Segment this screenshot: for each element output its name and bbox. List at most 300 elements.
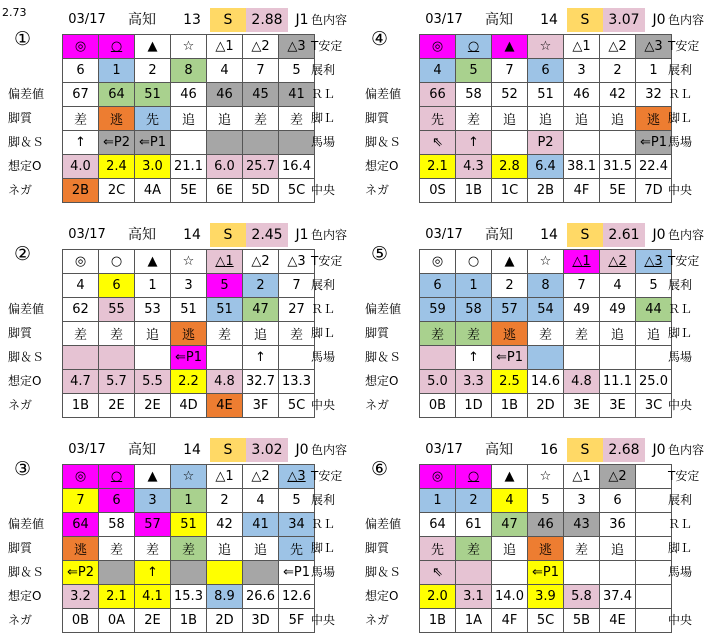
legs-cell bbox=[564, 131, 600, 155]
legs-cell bbox=[564, 561, 600, 585]
sa-cell: 59 bbox=[420, 298, 456, 322]
sa-cell: 61 bbox=[456, 513, 492, 537]
row-right-label: 馬場 bbox=[311, 135, 336, 149]
sa-cell: 58 bbox=[99, 513, 135, 537]
legs-cell bbox=[171, 131, 207, 155]
table-row bbox=[420, 489, 672, 513]
legs-cell bbox=[99, 561, 135, 585]
row-right-label: T安定 bbox=[668, 39, 700, 53]
nega-cell: 3D bbox=[243, 609, 279, 633]
leg-cell: 逃 bbox=[492, 322, 528, 346]
s-badge: S bbox=[210, 438, 246, 462]
leg-cell: 逃 bbox=[99, 107, 135, 131]
tenkai-cell: 6 bbox=[600, 489, 636, 513]
legs-cell: ⇐P2 bbox=[63, 561, 99, 585]
sa-cell: 44 bbox=[636, 298, 672, 322]
marks-cell: ◎ bbox=[63, 465, 99, 489]
row-right-label: 展利 bbox=[668, 63, 693, 77]
leg-cell: 差 bbox=[243, 107, 279, 131]
table-row bbox=[63, 346, 315, 370]
table-row bbox=[420, 322, 672, 346]
tenkai-cell: 5 bbox=[279, 489, 315, 513]
race-number: ⑤ bbox=[371, 243, 389, 265]
nega-cell: 5C bbox=[528, 609, 564, 633]
sa-cell: 36 bbox=[600, 513, 636, 537]
tenkai-cell: 7 bbox=[279, 274, 315, 298]
leg-cell bbox=[636, 537, 672, 561]
sa-cell: 32 bbox=[636, 83, 672, 107]
table-row bbox=[420, 155, 672, 179]
odds-cell: 2.1 bbox=[420, 155, 456, 179]
odds-cell: 2.2 bbox=[171, 370, 207, 394]
nega-cell: 1B bbox=[456, 179, 492, 203]
row-left-label: 偏差値 bbox=[8, 302, 45, 316]
leg-cell: 先 bbox=[420, 107, 456, 131]
legs-cell: ⇐P1 bbox=[492, 346, 528, 370]
leg-cell: 差 bbox=[99, 322, 135, 346]
sa-cell: 51 bbox=[207, 298, 243, 322]
leg-cell: 差 bbox=[564, 322, 600, 346]
table-row bbox=[420, 83, 672, 107]
leg-cell: 差 bbox=[456, 322, 492, 346]
row-left-label: 偏差値 bbox=[365, 87, 402, 101]
row-left-label: 脚＆Ｓ bbox=[365, 350, 402, 364]
legs-cell bbox=[564, 346, 600, 370]
nega-cell: 4F bbox=[492, 609, 528, 633]
marks-cell: △2 bbox=[600, 465, 636, 489]
leg-cell: 差 bbox=[420, 322, 456, 346]
legs-cell bbox=[279, 131, 315, 155]
marks-cell: ◎ bbox=[63, 250, 99, 274]
tenkai-cell: 2 bbox=[243, 274, 279, 298]
leg-cell: 追 bbox=[564, 107, 600, 131]
odds-cell: 3.3 bbox=[456, 370, 492, 394]
table-row bbox=[63, 179, 315, 203]
legs-cell: ⇐P1 bbox=[171, 346, 207, 370]
table-row bbox=[420, 131, 672, 155]
marks-cell bbox=[636, 465, 672, 489]
tenkai-cell: 3 bbox=[171, 274, 207, 298]
race-date: 03/17 bbox=[68, 227, 106, 242]
table-row bbox=[63, 561, 315, 585]
table-row bbox=[63, 83, 315, 107]
row-left-label: 偏差値 bbox=[365, 517, 402, 531]
leg-cell: 追 bbox=[243, 537, 279, 561]
legs-cell bbox=[207, 131, 243, 155]
row-left-label: 偏差値 bbox=[8, 517, 45, 531]
odds-cell bbox=[636, 585, 672, 609]
legs-cell bbox=[63, 346, 99, 370]
leg-cell: 追 bbox=[636, 322, 672, 346]
tenkai-cell: 1 bbox=[636, 59, 672, 83]
marks-cell: △3 bbox=[636, 35, 672, 59]
tenkai-cell: 5 bbox=[279, 59, 315, 83]
tenkai-cell: 7 bbox=[492, 59, 528, 83]
sa-cell: 27 bbox=[279, 298, 315, 322]
odds-cell: 2.5 bbox=[492, 370, 528, 394]
nega-cell: 2E bbox=[99, 394, 135, 418]
marks-cell: ○ bbox=[456, 465, 492, 489]
leg-cell: 追 bbox=[492, 537, 528, 561]
venue-name: 高知 bbox=[485, 442, 513, 458]
sa-cell: 62 bbox=[63, 298, 99, 322]
tenkai-cell: 6 bbox=[99, 489, 135, 513]
kind-label: 色内容 bbox=[668, 228, 705, 242]
nega-cell: 7D bbox=[636, 179, 672, 203]
row-left-label: 脚質 bbox=[8, 111, 33, 125]
kind-label: 色内容 bbox=[668, 443, 705, 457]
race-number: ② bbox=[14, 243, 32, 265]
odds-cell: 37.4 bbox=[600, 585, 636, 609]
leg-cell: 追 bbox=[528, 107, 564, 131]
nega-cell: 5D bbox=[243, 179, 279, 203]
leg-cell: 逃 bbox=[63, 537, 99, 561]
table-row bbox=[420, 585, 672, 609]
table-row bbox=[63, 513, 315, 537]
row-left-label: ネガ bbox=[365, 613, 390, 627]
marks-cell: △1 bbox=[564, 35, 600, 59]
race-table bbox=[419, 249, 672, 418]
nega-cell: 2E bbox=[135, 394, 171, 418]
leg-cell: 差 bbox=[63, 322, 99, 346]
tenkai-cell: 5 bbox=[456, 59, 492, 83]
race-number: ① bbox=[14, 28, 32, 50]
row-right-label: 馬場 bbox=[668, 565, 693, 579]
marks-cell: ▲ bbox=[135, 250, 171, 274]
leg-cell: 追 bbox=[135, 322, 171, 346]
sa-cell: 46 bbox=[207, 83, 243, 107]
runner-count: 16 bbox=[540, 442, 558, 458]
sa-cell: 49 bbox=[600, 298, 636, 322]
race-date: 03/17 bbox=[425, 442, 463, 457]
sa-cell: 64 bbox=[420, 513, 456, 537]
tenkai-cell: 7 bbox=[243, 59, 279, 83]
marks-cell: ☆ bbox=[528, 465, 564, 489]
race-number: ⑥ bbox=[371, 458, 389, 480]
leg-cell: 差 bbox=[564, 537, 600, 561]
row-right-label: T安定 bbox=[311, 469, 343, 483]
table-row bbox=[63, 298, 315, 322]
odds-cell: 6.0 bbox=[207, 155, 243, 179]
table-row bbox=[63, 394, 315, 418]
leg-cell: 追 bbox=[600, 107, 636, 131]
odds-cell: 31.5 bbox=[600, 155, 636, 179]
odds-cell: 21.1 bbox=[171, 155, 207, 179]
row-right-label: ＲＬ bbox=[311, 87, 336, 101]
table-row bbox=[420, 561, 672, 585]
legs-cell bbox=[636, 561, 672, 585]
row-left-label: 脚質 bbox=[365, 326, 390, 340]
legs-cell bbox=[243, 561, 279, 585]
odds-cell: 5.8 bbox=[564, 585, 600, 609]
kind-label: 色内容 bbox=[311, 228, 348, 242]
marks-cell: △1 bbox=[207, 35, 243, 59]
tenkai-cell: 4 bbox=[420, 59, 456, 83]
row-left-label: 脚＆Ｓ bbox=[8, 565, 45, 579]
tenkai-cell: 4 bbox=[63, 274, 99, 298]
j-label: J0 bbox=[652, 442, 666, 458]
race-table bbox=[419, 464, 672, 633]
nega-cell: 0A bbox=[99, 609, 135, 633]
nega-cell: 0B bbox=[63, 609, 99, 633]
row-left-label: 想定O bbox=[365, 159, 399, 173]
runner-count: 14 bbox=[540, 227, 558, 243]
row-left-label: 脚質 bbox=[8, 326, 33, 340]
leg-cell: 先 bbox=[420, 537, 456, 561]
row-right-label: 中央 bbox=[668, 183, 693, 197]
sa-cell: 47 bbox=[243, 298, 279, 322]
sa-cell: 51 bbox=[171, 513, 207, 537]
odds-cell: 15.3 bbox=[171, 585, 207, 609]
sa-cell: 51 bbox=[171, 298, 207, 322]
table-row bbox=[63, 489, 315, 513]
race-date: 03/17 bbox=[425, 227, 463, 242]
sa-cell: 51 bbox=[528, 83, 564, 107]
row-right-label: 脚Ｌ bbox=[311, 541, 336, 555]
leg-cell: 差 bbox=[171, 537, 207, 561]
tenkai-cell: 6 bbox=[528, 59, 564, 83]
leg-cell: 差 bbox=[279, 322, 315, 346]
odds-cell: 26.6 bbox=[243, 585, 279, 609]
leg-cell: 逃 bbox=[171, 322, 207, 346]
marks-cell: ◎ bbox=[420, 250, 456, 274]
tenkai-cell: 6 bbox=[63, 59, 99, 83]
marks-cell: ☆ bbox=[171, 35, 207, 59]
sa-cell: 54 bbox=[528, 298, 564, 322]
row-right-label: 脚Ｌ bbox=[311, 111, 336, 125]
tenkai-cell: 8 bbox=[171, 59, 207, 83]
tenkai-cell: 6 bbox=[420, 274, 456, 298]
nega-cell: 1B bbox=[171, 609, 207, 633]
table-row bbox=[63, 274, 315, 298]
row-left-label: 偏差値 bbox=[365, 302, 402, 316]
s-value: 2.68 bbox=[603, 438, 645, 462]
marks-cell: △1 bbox=[564, 465, 600, 489]
table-row bbox=[420, 537, 672, 561]
marks-cell: ▲ bbox=[135, 465, 171, 489]
race-block-3 bbox=[4, 219, 356, 419]
row-right-label: ＲＬ bbox=[668, 87, 693, 101]
tenkai-cell: 3 bbox=[135, 489, 171, 513]
nega-cell: 1B bbox=[420, 609, 456, 633]
nega-cell: 2D bbox=[528, 394, 564, 418]
sa-cell: 51 bbox=[135, 83, 171, 107]
odds-cell: 12.6 bbox=[279, 585, 315, 609]
leg-cell: 追 bbox=[207, 107, 243, 131]
table-row bbox=[420, 394, 672, 418]
row-right-label: 馬場 bbox=[668, 350, 693, 364]
leg-cell: 追 bbox=[171, 107, 207, 131]
row-right-label: 脚Ｌ bbox=[311, 326, 336, 340]
race-date: 03/17 bbox=[68, 12, 106, 27]
nega-cell: 1B bbox=[492, 394, 528, 418]
odds-cell: 2.0 bbox=[420, 585, 456, 609]
nega-cell: 4F bbox=[564, 179, 600, 203]
tenkai-cell: 1 bbox=[99, 59, 135, 83]
race-table bbox=[62, 464, 315, 633]
tenkai-cell: 3 bbox=[564, 489, 600, 513]
odds-cell: 4.8 bbox=[207, 370, 243, 394]
tenkai-cell: 2 bbox=[600, 59, 636, 83]
marks-cell: ▲ bbox=[492, 35, 528, 59]
row-right-label: T安定 bbox=[668, 254, 700, 268]
legs-cell bbox=[456, 561, 492, 585]
marks-cell: ☆ bbox=[171, 465, 207, 489]
kind-label: 色内容 bbox=[311, 13, 348, 27]
leg-cell: 逃 bbox=[636, 107, 672, 131]
row-left-label: 脚＆Ｓ bbox=[8, 135, 45, 149]
row-right-label: ＲＬ bbox=[311, 517, 336, 531]
odds-cell: 3.9 bbox=[528, 585, 564, 609]
marks-cell: △2 bbox=[600, 35, 636, 59]
marks-cell: △3 bbox=[636, 250, 672, 274]
tenkai-cell bbox=[636, 489, 672, 513]
tenkai-cell: 4 bbox=[492, 489, 528, 513]
row-left-label: ネガ bbox=[8, 613, 33, 627]
row-right-label: T安定 bbox=[311, 254, 343, 268]
marks-cell: ○ bbox=[99, 250, 135, 274]
sa-cell: 64 bbox=[63, 513, 99, 537]
row-right-label: 脚Ｌ bbox=[668, 326, 693, 340]
row-right-label: 脚Ｌ bbox=[668, 541, 693, 555]
sa-cell: 57 bbox=[492, 298, 528, 322]
legs-cell: ⇖ bbox=[420, 131, 456, 155]
tenkai-cell: 1 bbox=[456, 274, 492, 298]
tenkai-cell: 3 bbox=[564, 59, 600, 83]
nega-cell: 4A bbox=[135, 179, 171, 203]
legs-cell bbox=[207, 561, 243, 585]
odds-cell: 4.7 bbox=[63, 370, 99, 394]
legs-cell bbox=[528, 346, 564, 370]
s-value: 2.45 bbox=[246, 223, 288, 247]
odds-cell: 22.4 bbox=[636, 155, 672, 179]
s-badge: S bbox=[210, 8, 246, 32]
race-date: 03/17 bbox=[68, 442, 106, 457]
venue-name: 高知 bbox=[128, 12, 156, 28]
nega-cell: 4E bbox=[207, 394, 243, 418]
sa-cell: 45 bbox=[243, 83, 279, 107]
leg-cell: 追 bbox=[600, 537, 636, 561]
nega-cell: 0B bbox=[420, 394, 456, 418]
table-row bbox=[63, 250, 315, 274]
marks-cell: △2 bbox=[243, 250, 279, 274]
legs-cell bbox=[99, 346, 135, 370]
leg-cell: 差 bbox=[135, 537, 171, 561]
s-value: 3.07 bbox=[603, 8, 645, 32]
leg-cell: 差 bbox=[456, 107, 492, 131]
row-right-label: 中央 bbox=[668, 613, 693, 627]
tenkai-cell: 2 bbox=[207, 489, 243, 513]
leg-cell: 追 bbox=[243, 322, 279, 346]
nega-cell: 5C bbox=[279, 179, 315, 203]
legs-cell bbox=[492, 131, 528, 155]
table-row bbox=[420, 370, 672, 394]
legs-cell bbox=[207, 346, 243, 370]
table-row bbox=[420, 465, 672, 489]
marks-cell: ☆ bbox=[528, 250, 564, 274]
sa-cell: 46 bbox=[564, 83, 600, 107]
tenkai-cell: 1 bbox=[135, 274, 171, 298]
odds-cell: 32.7 bbox=[243, 370, 279, 394]
row-right-label: 中央 bbox=[311, 183, 336, 197]
row-right-label: 中央 bbox=[668, 398, 693, 412]
s-badge: S bbox=[567, 438, 603, 462]
table-row bbox=[63, 322, 315, 346]
odds-cell: 5.5 bbox=[135, 370, 171, 394]
runner-count: 14 bbox=[183, 442, 201, 458]
row-right-label: 展利 bbox=[668, 493, 693, 507]
marks-cell: △3 bbox=[279, 35, 315, 59]
race-block-4 bbox=[361, 219, 713, 419]
table-row bbox=[63, 59, 315, 83]
marks-cell: △1 bbox=[207, 250, 243, 274]
row-right-label: 馬場 bbox=[311, 350, 336, 364]
sa-cell: 47 bbox=[492, 513, 528, 537]
sa-cell: 58 bbox=[456, 83, 492, 107]
legs-cell: ⇖ bbox=[420, 561, 456, 585]
race-date: 03/17 bbox=[425, 12, 463, 27]
row-right-label: 展利 bbox=[311, 63, 336, 77]
row-right-label: 展利 bbox=[311, 278, 336, 292]
table-row bbox=[63, 107, 315, 131]
tenkai-cell: 7 bbox=[63, 489, 99, 513]
marks-cell: ☆ bbox=[528, 35, 564, 59]
marks-cell: ○ bbox=[99, 465, 135, 489]
row-right-label: 展利 bbox=[311, 493, 336, 507]
row-left-label: 脚質 bbox=[8, 541, 33, 555]
table-row bbox=[63, 465, 315, 489]
legs-cell: ↑ bbox=[63, 131, 99, 155]
nega-cell: 2D bbox=[207, 609, 243, 633]
nega-cell: 1A bbox=[456, 609, 492, 633]
s-badge: S bbox=[567, 8, 603, 32]
race-number: ③ bbox=[14, 458, 32, 480]
table-row bbox=[63, 585, 315, 609]
row-right-label: 中央 bbox=[311, 398, 336, 412]
sa-cell: 66 bbox=[420, 83, 456, 107]
row-right-label: T安定 bbox=[311, 39, 343, 53]
nega-cell: 2B bbox=[528, 179, 564, 203]
odds-cell: 2.1 bbox=[99, 585, 135, 609]
odds-cell: 25.7 bbox=[243, 155, 279, 179]
odds-cell: 14.6 bbox=[528, 370, 564, 394]
j-label: J0 bbox=[295, 442, 309, 458]
marks-cell: ▲ bbox=[135, 35, 171, 59]
race-table bbox=[62, 249, 315, 418]
legs-cell: P2 bbox=[528, 131, 564, 155]
nega-cell: 1B bbox=[63, 394, 99, 418]
sa-cell: 41 bbox=[279, 83, 315, 107]
legs-cell bbox=[600, 131, 636, 155]
legs-cell: ↑ bbox=[456, 346, 492, 370]
s-value: 2.61 bbox=[603, 223, 645, 247]
sa-cell: 55 bbox=[99, 298, 135, 322]
tenkai-cell: 4 bbox=[207, 59, 243, 83]
venue-name: 高知 bbox=[485, 12, 513, 28]
odds-cell: 13.3 bbox=[279, 370, 315, 394]
sa-cell: 43 bbox=[564, 513, 600, 537]
odds-cell: 3.2 bbox=[63, 585, 99, 609]
row-right-label: 脚Ｌ bbox=[668, 111, 693, 125]
j-label: J1 bbox=[295, 227, 309, 243]
tenkai-cell: 8 bbox=[528, 274, 564, 298]
marks-cell: △1 bbox=[564, 250, 600, 274]
nega-cell: 5E bbox=[600, 179, 636, 203]
runner-count: 14 bbox=[183, 227, 201, 243]
odds-cell: 4.0 bbox=[63, 155, 99, 179]
marks-cell: ○ bbox=[456, 35, 492, 59]
row-right-label: 中央 bbox=[311, 613, 336, 627]
